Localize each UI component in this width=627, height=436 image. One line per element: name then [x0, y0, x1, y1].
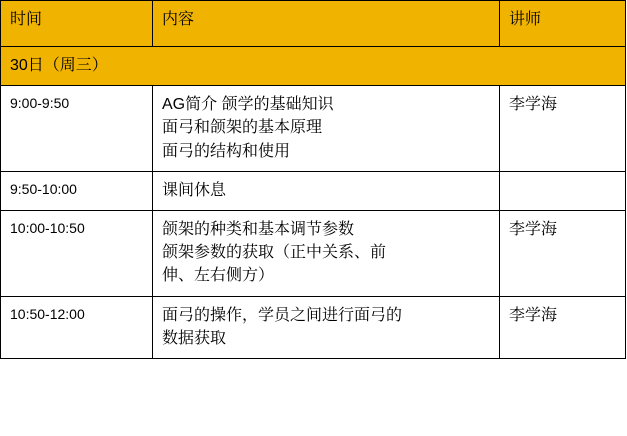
- content-line: 数据获取: [162, 329, 227, 347]
- row-time: 10:00-10:50: [1, 210, 153, 296]
- content-line: 伸、左右侧方）: [162, 267, 275, 285]
- row-time: 9:50-10:00: [1, 171, 153, 210]
- table-row: [1, 171, 626, 210]
- column-header-content: 内容: [153, 1, 500, 47]
- row-content: [153, 210, 500, 296]
- table-row: [1, 210, 626, 296]
- content-line: 课间休息: [162, 181, 227, 199]
- day-banner-row: [1, 47, 626, 86]
- content-line: 颌架的种类和基本调节参数: [162, 220, 355, 238]
- column-header-time: 时间: [1, 1, 153, 47]
- row-content: [153, 296, 500, 358]
- content-line: 面弓的结构和使用: [162, 142, 291, 160]
- content-line: AG简介 颌学的基础知识: [162, 96, 334, 114]
- row-teacher: 李学海: [500, 210, 626, 296]
- row-content: [153, 171, 500, 210]
- row-time: 10:50-12:00: [1, 296, 153, 358]
- content-line: 面弓和颌架的基本原理: [162, 119, 323, 137]
- row-teacher: [500, 171, 626, 210]
- row-teacher: 李学海: [500, 86, 626, 172]
- table-row: [1, 86, 626, 172]
- table-row: [1, 296, 626, 358]
- column-header-teacher: 讲师: [500, 1, 626, 47]
- table-header-row: [1, 1, 626, 47]
- row-teacher: 李学海: [500, 296, 626, 358]
- content-line: 颌架参数的获取（正中关系、前: [162, 244, 387, 262]
- content-line: 面弓的操作，学员之间进行面弓的: [162, 306, 403, 324]
- day-banner-label: 30日（周三）: [1, 47, 626, 86]
- row-content: [153, 86, 500, 172]
- row-time: 9:00-9:50: [1, 86, 153, 172]
